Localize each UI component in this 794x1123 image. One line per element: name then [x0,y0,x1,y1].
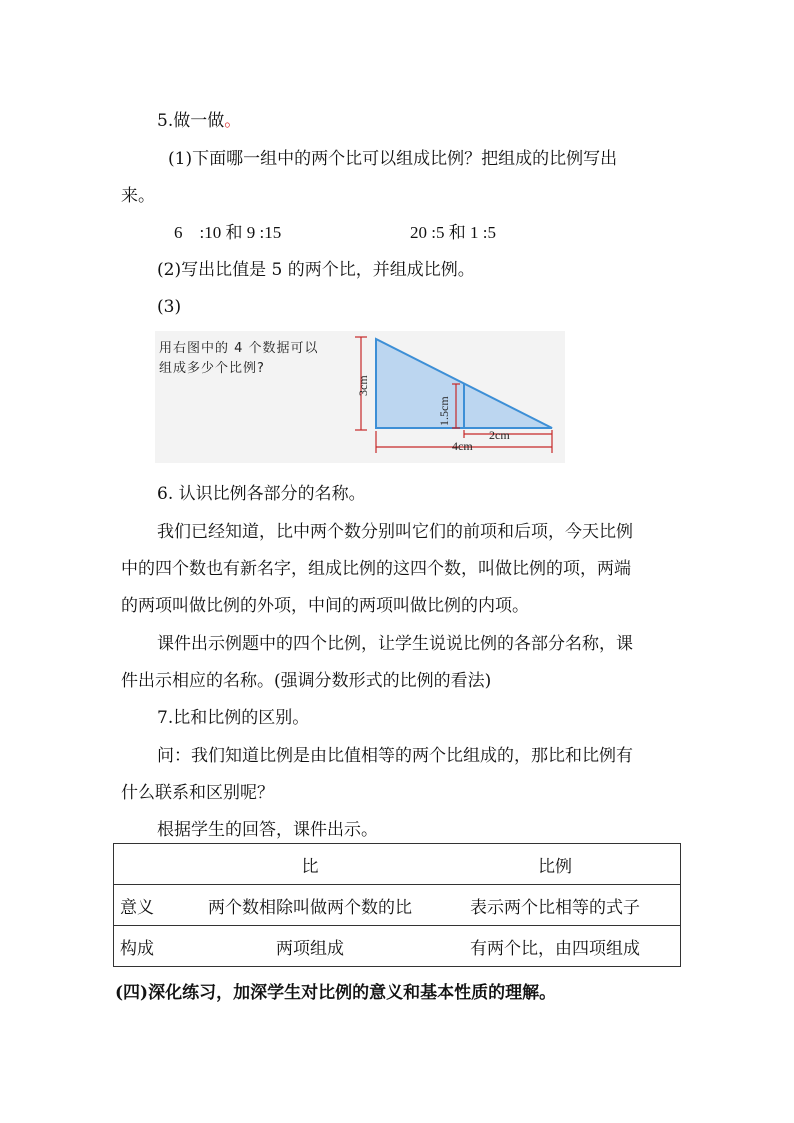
table-header-cell: 比例 [430,844,681,885]
section-7-intro: 根据学生的回答，课件出示。 [157,820,378,840]
comparison-table [113,843,681,967]
ratio-pair-a: 6 :10 和 9 :15 [174,223,282,242]
section-6-title: 6. 认识比例各部分的名称。 [157,484,366,504]
section-7-title: 7.比和比例的区别。 [157,708,310,728]
table-cell: 两个数相除叫做两个数的比 [190,885,430,926]
ratio-pair-b: 20 :5 和 1 :5 [410,223,496,242]
triangle-figure [155,331,565,463]
label-2cm: 2cm [489,428,510,442]
section-7-question-line-2: 什么联系和区别呢？ [121,783,274,803]
section-6-p2-line-1: 课件出示例题中的四个比例，让学生说说比例的各部分名称，课 [157,634,633,654]
table-cell: 表示两个比相等的式子 [430,885,681,926]
section-6-p1-line-1: 我们已经知道，比中两个数分别叫它们的前项和后项，今天比例 [157,522,633,542]
table-cell: 意义 [114,885,191,926]
question-1-line-1: (1)下面哪一组中的两个比可以组成比例？把组成的比例写出 [168,149,618,169]
section-4-title: (四)深化练习，加深学生对比例的意义和基本性质的理解。 [115,983,557,1003]
section-6-p1-line-3: 的两项叫做比例的外项，中间的两项叫做比例的内项。 [121,596,529,616]
table-cell: 有两个比，由四项组成 [430,926,681,967]
section-5-title: 5.做一做。 [157,111,242,131]
table-header-cell: 比 [190,844,430,885]
triangle-diagram [155,331,565,463]
label-3cm: 3cm [356,375,370,396]
section-7-question-line-1: 问：我们知道比例是由比值相等的两个比组成的，那比和比例有 [157,746,633,766]
question-3-label: (3) [157,297,182,317]
table-row [114,885,681,926]
section-6-p2-line-2: 件出示相应的名称。(强调分数形式的比例的看法) [121,671,492,691]
label-4cm: 4cm [452,439,473,453]
label-15cm: 1.5cm [437,396,451,426]
question-2: (2)写出比值是 5 的两个比，并组成比例。 [157,260,475,280]
table-header-cell [114,844,191,885]
table-cell: 构成 [114,926,191,967]
question-1-line-2: 来。 [121,186,155,206]
table-row [114,926,681,967]
table-cell: 两项组成 [190,926,430,967]
section-6-p1-line-2: 中的四个数也有新名字，组成比例的这四个数，叫做比例的项，两端 [121,559,631,579]
table-header-row [114,844,681,885]
figure-question: 用右图中的 4 个数据可以组成多少个比例? [159,341,319,376]
